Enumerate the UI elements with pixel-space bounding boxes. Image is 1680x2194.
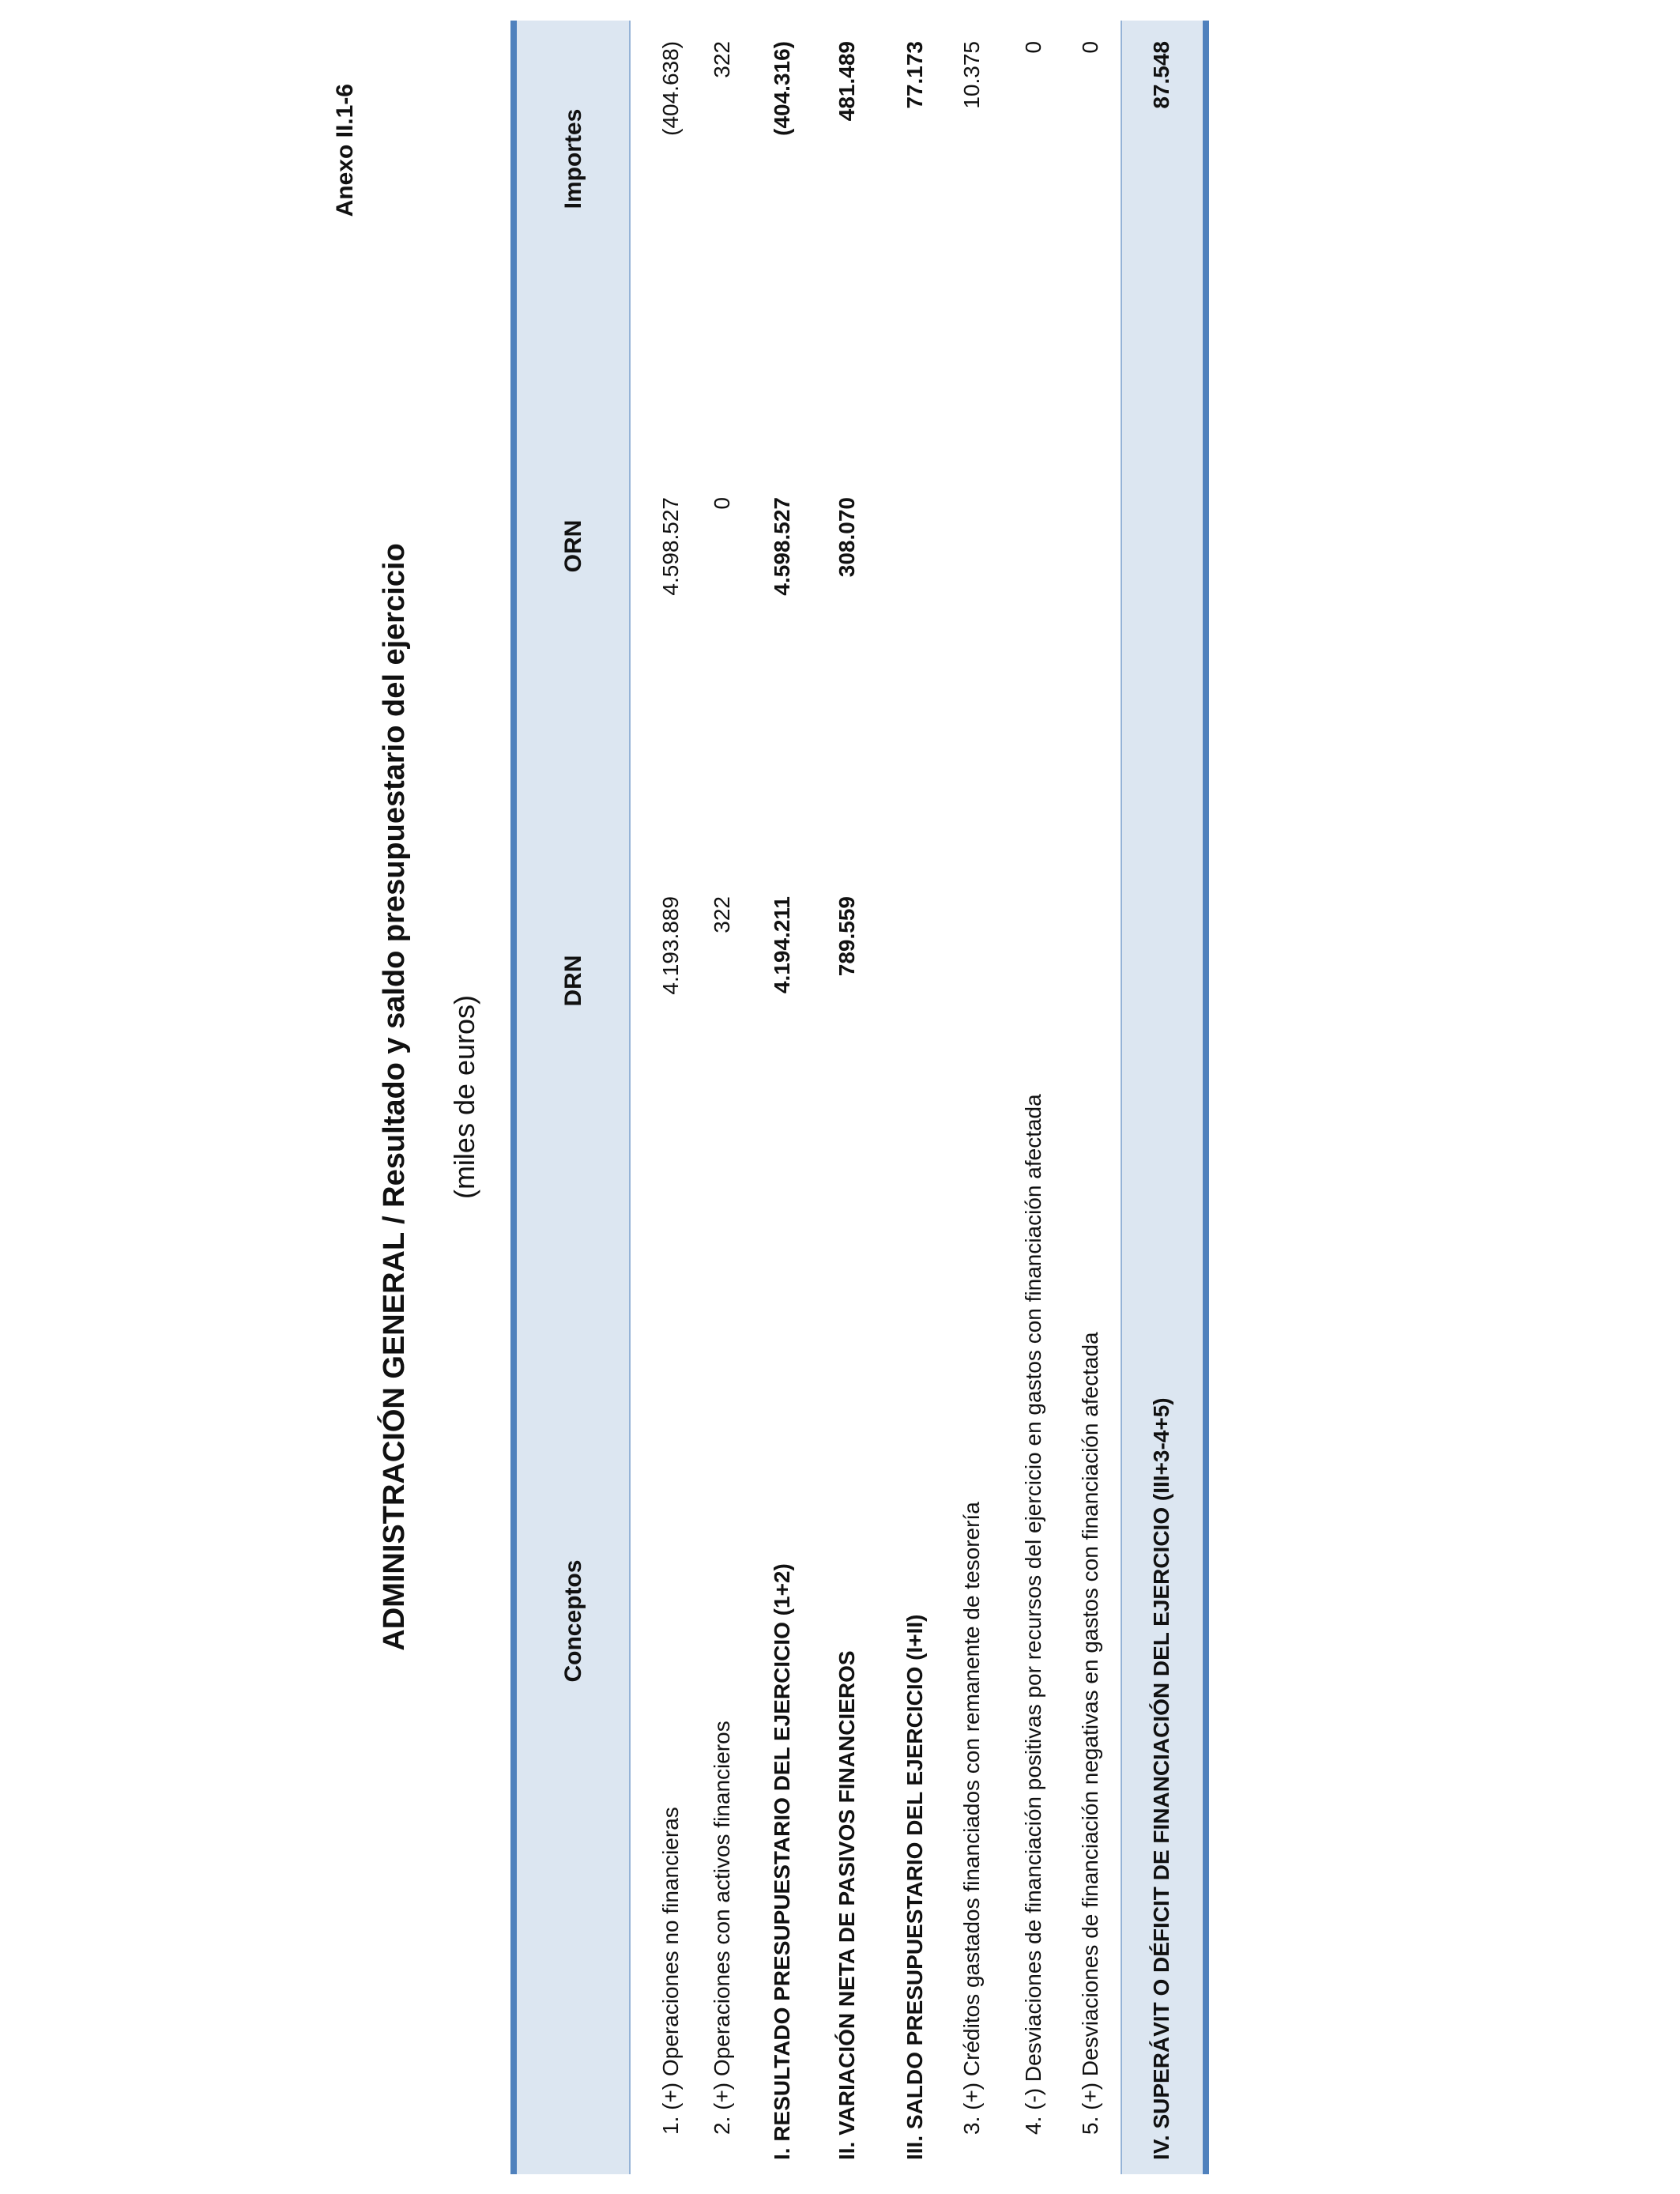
page-title: ADMINISTRACIÓN GENERAL / Resultado y saldo presupuestario del ejercicio	[378, 543, 411, 1651]
row-importes: 77.173	[902, 41, 927, 109]
row-label: 2. (+) Operaciones con activos financieros	[710, 1721, 734, 2135]
table-header	[510, 21, 631, 2174]
table-row	[631, 21, 686, 2174]
row-drn: 4.194.211	[770, 896, 794, 994]
row-label: 4. (-) Desviaciones de financiación positivas por recursos del ejercicio en gastos con financiación afectada	[1021, 1094, 1045, 2135]
row-label: 1. (+) Operaciones no financieras	[658, 1807, 683, 2135]
row-label: III. SALDO PRESUPUESTARIO DEL EJERCICIO (I+II)	[902, 1614, 927, 2160]
table-row	[880, 21, 944, 2174]
row-label: 3. (+) Créditos gastados financiados con remanente de tesorería	[959, 1502, 984, 2135]
table-total-row	[1121, 21, 1209, 2174]
table-row	[811, 21, 880, 2174]
row-importes: (404.316)	[770, 41, 794, 136]
budget-result-table	[510, 21, 1209, 2174]
header-importes: Importes	[560, 108, 586, 209]
header-drn: DRN	[560, 955, 586, 1007]
row-orn: 308.070	[834, 497, 859, 578]
table-row	[748, 21, 811, 2174]
total-label: IV. SUPERÁVIT O DÉFICIT DE FINANCIACIÓN DEL EJERCICIO (III+3-4+5)	[1149, 1397, 1173, 2160]
table-row	[944, 21, 1007, 2174]
row-importes: 322	[710, 41, 734, 78]
row-label: II. VARIACIÓN NETA DE PASIVOS FINANCIEROS	[834, 1650, 859, 2160]
page-subtitle: (miles de euros)	[448, 994, 480, 1200]
row-drn: 322	[710, 896, 734, 933]
row-orn: 0	[710, 497, 734, 510]
row-label: 5. (+) Desviaciones de financiación negativas en gastos con financiación afectada	[1078, 1332, 1102, 2135]
total-importes: 87.548	[1149, 41, 1173, 109]
row-importes: (404.638)	[658, 41, 683, 136]
row-orn: 4.598.527	[658, 497, 683, 596]
row-importes: 481.489	[834, 41, 859, 122]
row-label: I. RESULTADO PRESUPUESTARIO DEL EJERCICIO (1+2)	[770, 1563, 794, 2160]
header-conceptos: Conceptos	[560, 1559, 586, 1683]
row-drn: 4.193.889	[658, 896, 683, 995]
row-importes: 10.375	[959, 41, 984, 109]
row-drn: 789.559	[834, 896, 859, 977]
row-orn: 4.598.527	[770, 497, 794, 596]
row-importes: 0	[1078, 41, 1102, 54]
annex-label: Anexo II.1-6	[332, 84, 358, 217]
table-row	[1062, 21, 1121, 2174]
table-row	[686, 21, 748, 2174]
header-orn: ORN	[560, 519, 586, 573]
row-importes: 0	[1021, 41, 1045, 54]
table-row	[1007, 21, 1062, 2174]
